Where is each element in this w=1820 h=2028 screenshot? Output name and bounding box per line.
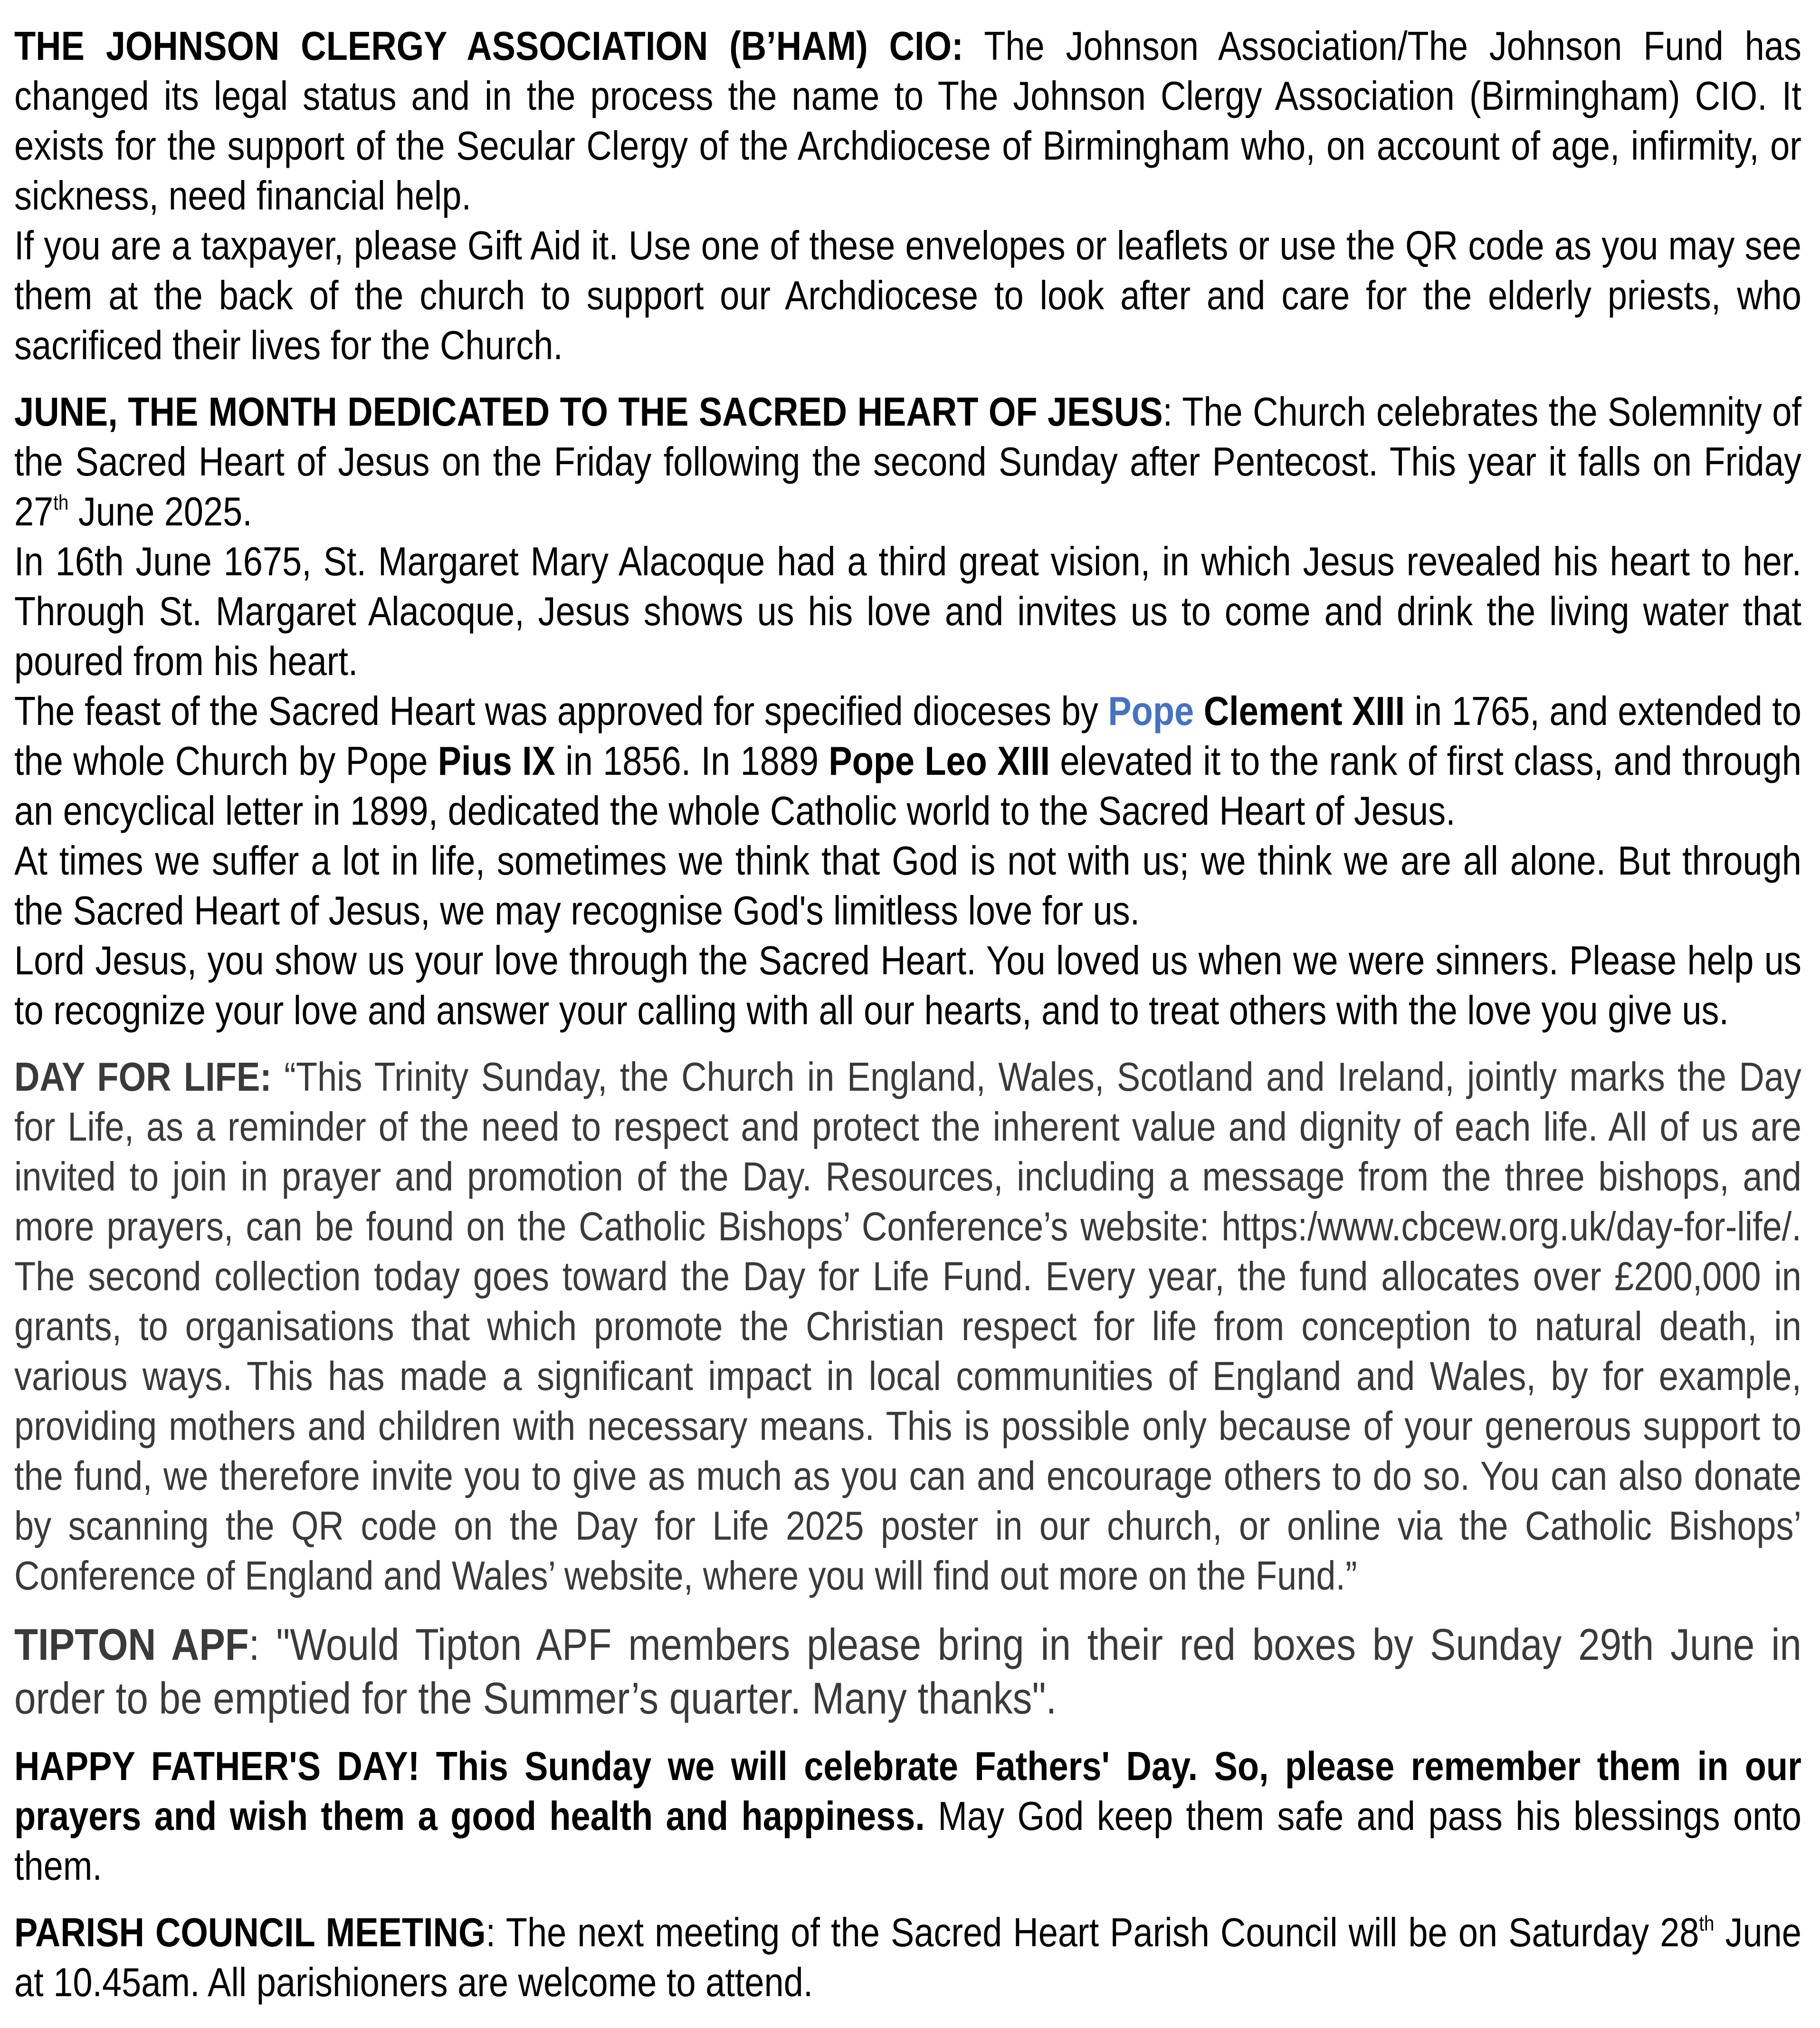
- sacred-heart-text-3d: elevated it to the rank of first class, and through an encyclical letter in 1899, dedicated the whole Catholic world to the Sacred Heart of Jesus.: [14, 739, 1801, 834]
- parish-council-heading: PARISH COUNCIL MEETING: [14, 1910, 486, 1955]
- day-for-life-paragraph: [14, 1052, 1801, 1601]
- fathers-day-bold-text: HAPPY FATHER'S DAY! This Sunday we will celebrate Fathers' Day. So, please remember them in our prayers and wish them a good health and happiness.: [14, 1744, 1801, 1839]
- johnson-section: [14, 21, 1801, 371]
- fathers-day-text: May God keep them safe and pass his blessings onto them.: [14, 1794, 1801, 1889]
- parish-council-paragraph: [14, 1908, 1801, 2008]
- tipton-paragraph: [14, 1618, 1801, 1725]
- johnson-paragraph-1: [14, 21, 1801, 221]
- sacred-heart-text-1a: : The Church celebrates the Solemnity of the Sacred Heart of Jesus on the Friday following the second Sunday after Pentecost. This year it falls on Friday 27: [14, 390, 1801, 534]
- day-for-life-section: [14, 1052, 1801, 1601]
- johnson-text-1: The Johnson Association/The Johnson Fund has changed its legal status and in the process the name to The Johnson Clergy Association (Birmingham) CIO. It exists for the support of the Secular Clergy of the Archdiocese of Birmingham who, on account of age, infirmity, or sickness, need financial help.: [14, 24, 1801, 219]
- sacred-heart-heading: JUNE, THE MONTH DEDICATED TO THE SACRED HEART OF JESUS: [14, 390, 1163, 435]
- fathers-day-paragraph: [14, 1742, 1801, 1891]
- bulletin-content: [14, 21, 1801, 2008]
- bulletin-page: [14, 21, 1801, 2024]
- sacred-heart-text-3a: The feast of the Sacred Heart was approved for specified dioceses by: [14, 689, 1108, 734]
- pope-leo-xiii: Pope Leo XIII: [829, 739, 1050, 784]
- sacred-heart-paragraph-3: [14, 686, 1801, 836]
- sacred-heart-paragraph-1: [14, 387, 1801, 537]
- parish-council-superscript: th: [1699, 1912, 1715, 1935]
- day-for-life-heading: DAY FOR LIFE:: [14, 1055, 272, 1100]
- day-for-life-text: “This Trinity Sunday, the Church in England, Wales, Scotland and Ireland, jointly marks the Day for Life, as a reminder of the need to respect and protect the inherent value and dignity of each life. All of us are invited to join in prayer and promotion of the Day. Resources, including a message from the three bishops, and more prayers, can be found on the Catholic Bishops’ Conference’s website: https:/www.cbcew.org.uk/day-for-life/. The second collection today goes toward the Day for Life Fund. Every year, the fund allocates over £200,000 in grants, to organisations that which promote the Christian respect for life from conception to natural death, in various ways. This has made a significant impact in local communities of England and Wales, by for example, providing mothers and children with necessary means. This is possible only because of your generous support to the fund, we therefore invite you to give as much as you can and encourage others to do so. You can also donate by scanning the QR code on the Day for Life 2025 poster in our church, or online via the Catholic Bishops’ Conference of England and Wales’ website, where you will find out more on the Fund.”: [14, 1055, 1801, 1599]
- sacred-heart-text-3c: in 1856. In 1889: [555, 739, 829, 784]
- parish-council-text-a: : The next meeting of the Sacred Heart Parish Council will be on Saturday 28: [486, 1910, 1699, 1955]
- johnson-paragraph-2: If you are a taxpayer, please Gift Aid it. Use one of these envelopes or leaflets or use the QR code as you may see them at the back of the church to support our Archdiocese to look after and care for the elderly priests, who sacrificed their lives for the Church.: [14, 223, 1801, 368]
- sacred-heart-paragraph-5: Lord Jesus, you show us your love through the Sacred Heart. You loved us when we were sinners. Please help us to recognize your love and answer your calling with all our hearts, and to treat others with the love you give us.: [14, 938, 1801, 1033]
- tipton-heading: TIPTON APF: [14, 1619, 249, 1669]
- pius-ix: Pius IX: [438, 739, 556, 784]
- sacred-heart-superscript: th: [53, 491, 69, 514]
- tipton-text: : "Would Tipton APF members please bring in their red boxes by Sunday 29th June in order to be emptied for the Summer’s quarter. Many thanks".: [14, 1619, 1801, 1723]
- pope-link-text: Pope: [1108, 689, 1194, 734]
- sacred-heart-paragraph-2: In 16th June 1675, St. Margaret Mary Alacoque had a third great vision, in which Jesus revealed his heart to her. Through St. Margaret Alacoque, Jesus shows us his love and invites us to come and drink the living water that poured from his heart.: [14, 539, 1801, 684]
- fathers-day-section: [14, 1742, 1801, 1891]
- parish-council-section: [14, 1908, 1801, 2008]
- parish-council-text-b: June at 10.45am. All parishioners are welcome to attend.: [14, 1910, 1801, 2005]
- sacred-heart-section: [14, 387, 1801, 1036]
- clement-xiii: Clement XIII: [1194, 689, 1405, 734]
- johnson-heading: THE JOHNSON CLERGY ASSOCIATION (B’HAM) CIO:: [14, 24, 963, 69]
- sacred-heart-text-1b: June 2025.: [68, 489, 252, 534]
- sacred-heart-text-3b: in 1765, and extended to the whole Church by Pope: [14, 689, 1801, 784]
- sacred-heart-paragraph-4: At times we suffer a lot in life, sometimes we think that God is not with us; we think we are all alone. But through the Sacred Heart of Jesus, we may recognise God's limitless love for us.: [14, 838, 1801, 933]
- tipton-section: [14, 1618, 1801, 1725]
